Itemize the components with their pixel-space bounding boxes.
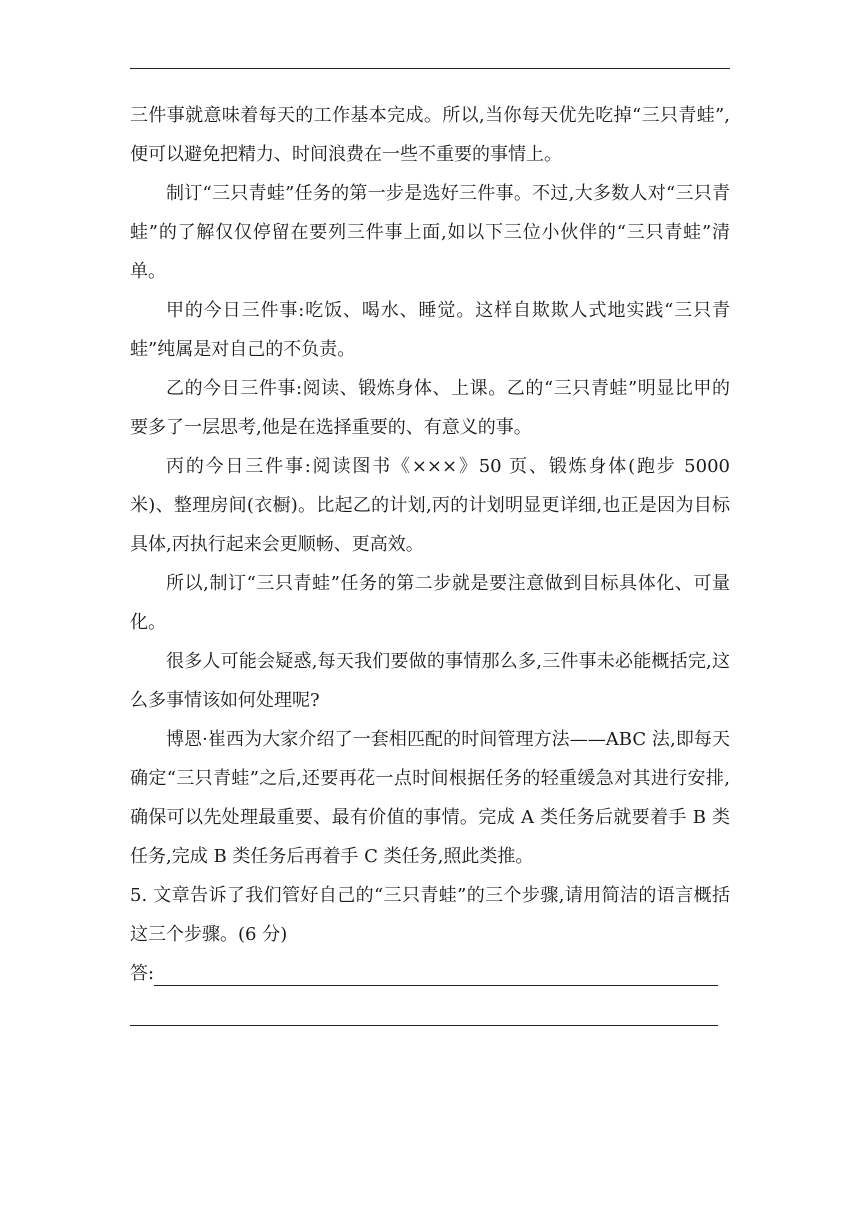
answer-blank-line-2[interactable] [130,1025,718,1026]
paragraph-8: 博恩·崔西为大家介绍了一套相匹配的时间管理方法——ABC 法,即每天确定“三只青蛙”之后,还要再花一点时间根据任务的轻重缓急对其进行安排,确保可以先处理最重要、最有价值的事情。完成 A 类任务后就要着手 B 类任务,完成 B 类任务后再着手 C 类任务,照此类推。 [130,729,730,867]
paragraph-6: 所以,制订“三只青蛙”任务的第二步就是要注意做到目标具体化、可量化。 [130,573,730,633]
paragraph-7: 很多人可能会疑惑,每天我们要做的事情那么多,三件事未必能概括完,这么多事情该如何处理呢? [130,651,730,711]
paragraph-2: 制订“三只青蛙”任务的第一步是选好三件事。不过,大多数人对“三只青蛙”的了解仅仅停留在要列三件事上面,如以下三位小伙伴的“三只青蛙”清单。 [130,183,730,282]
question-5: 5. 文章告诉了我们管好自己的“三只青蛙”的三个步骤,请用简洁的语言概括这三个步骤。(6 分) [130,885,730,945]
header-rule [130,68,730,69]
answer-blank-line-1[interactable] [154,957,718,986]
answer-label: 答: [130,963,155,984]
answer-area[interactable] [130,954,718,993]
paragraph-4: 乙的今日三件事:阅读、锻炼身体、上课。乙的“三只青蛙”明显比甲的要多了一层思考,他是在选择重要的、有意义的事。 [130,378,730,438]
paragraph-3: 甲的今日三件事:吃饭、喝水、睡觉。这样自欺欺人式地实践“三只青蛙”纯属是对自己的不负责。 [130,300,730,360]
article-body [130,96,730,1026]
paragraph-5: 丙的今日三件事:阅读图书《×××》50 页、锻炼身体(跑步 5000 米)、整理房间(衣橱)。比起乙的计划,丙的计划明显更详细,也正是因为目标具体,丙执行起来会更顺畅、更高效。 [130,456,730,555]
paragraph-1: 三件事就意味着每天的工作基本完成。所以,当你每天优先吃掉“三只青蛙”,便可以避免把精力、时间浪费在一些不重要的事情上。 [130,105,730,165]
